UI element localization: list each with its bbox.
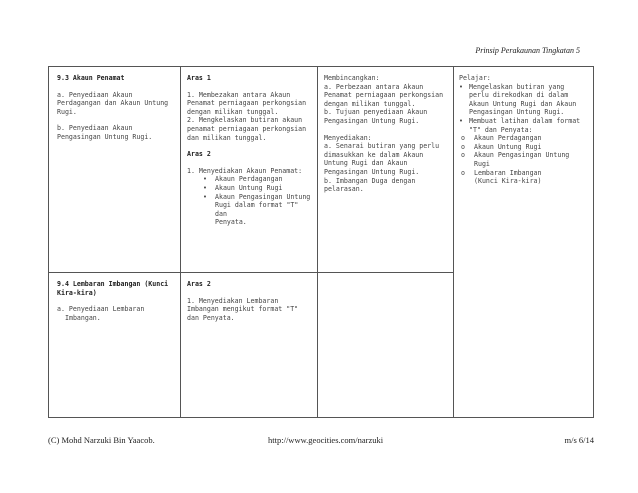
account-list — [187, 175, 313, 218]
list-item-tail: (Kunci Kira-kira) — [474, 177, 542, 186]
topic-item: a. Penyediaan Lembaran Imbangan. — [57, 305, 145, 322]
topic-cell-9-4 — [57, 280, 175, 322]
syllabus-table — [48, 66, 594, 418]
column-divider — [317, 67, 318, 417]
activity-text: a. Senarai butiran yang perlu dimasukkan ke dalam Akaun Untung Rugi dan Akaun Pengasingan Untung Rugi. — [324, 142, 440, 176]
objectives-cell-9-4 — [187, 280, 313, 322]
list-item-tail: Penyata. — [215, 218, 247, 227]
list-item: o Akaun Perdagangan — [459, 134, 587, 143]
activity-text: b. Tujuan penyediaan Akaun Pengasingan Untung Rugi. — [324, 108, 428, 125]
list-item: • Akaun Perdagangan — [187, 175, 313, 184]
student-activities-cell — [459, 74, 587, 186]
level-label: Aras 2 — [187, 280, 211, 288]
column-divider — [453, 67, 454, 417]
topic-item: b. Penyediaan Akaun Pengasingan Untung Rugi. — [57, 124, 153, 141]
list-item: • Membuat latihan dalam format "T" dan Penyata: — [459, 117, 587, 134]
page-header-title: Prinsip Perakaunan Tingkatan 5 — [475, 46, 580, 55]
activities-cell-9-3 — [324, 74, 448, 194]
student-label: Pelajar: — [459, 74, 491, 82]
list-item: o Akaun Untung Rugi — [459, 143, 587, 152]
row-divider — [49, 272, 453, 273]
objective-item: 1. Menyediakan Akaun Penamat: — [187, 166, 303, 175]
activity-text: b. Imbangan Duga dengan pelarasan. — [324, 176, 416, 194]
objectives-cell-9-3 — [187, 74, 313, 227]
list-item: • Akaun Untung Rugi — [187, 184, 313, 193]
topic-title: 9.3 Akaun Penamat — [57, 74, 125, 82]
list-item: o Lembaran Imbangan — [459, 169, 587, 178]
statement-list — [459, 134, 587, 177]
student-task-list — [459, 83, 587, 135]
footer-copyright: (C) Mohd Narzuki Bin Yaacob. — [48, 435, 155, 445]
objective-item: 1. Membezakan antara Akaun Penamat perniagaan perkongsian dengan milikan tunggal. — [187, 90, 307, 116]
objective-item: 2. Mengkelaskan butiran akaun penamat perniagaan perkongsian dan milikan tunggal. — [187, 116, 307, 142]
activity-text: a. Perbezaan antara Akaun Penamat perniagaan perkongsian dengan milikan tunggal. — [324, 82, 444, 108]
column-divider — [180, 67, 181, 417]
topic-cell-9-3 — [57, 74, 175, 142]
activity-label: Membincangkan: — [324, 74, 380, 82]
list-item: • Akaun Pengasingan Untung Rugi dalam format "T" dan — [187, 193, 313, 219]
list-item: o Akaun Pengasingan Untung Rugi — [459, 151, 587, 168]
topic-title: 9.4 Lembaran Imbangan (Kunci Kira-kira) — [57, 280, 169, 297]
footer-url: http://www.geocities.com/narzuki — [268, 435, 384, 445]
activity-label: Menyediakan: — [324, 133, 372, 142]
list-item: • Mengelaskan butiran yang perlu direkodkan di dalam Akaun Untung Rugi dan Akaun Pengasingan Untung Rugi. — [459, 83, 587, 117]
topic-item: a. Penyediaan Akaun Perdagangan dan Akaun Untung Rugi. — [57, 90, 169, 116]
footer-page-number: m/s 6/14 — [564, 435, 594, 445]
level-label: Aras 1 — [187, 74, 211, 82]
level-label: Aras 2 — [187, 150, 211, 159]
objective-item: 1. Menyediakan Lembaran Imbangan mengikut format "T" dan Penyata. — [187, 296, 299, 322]
